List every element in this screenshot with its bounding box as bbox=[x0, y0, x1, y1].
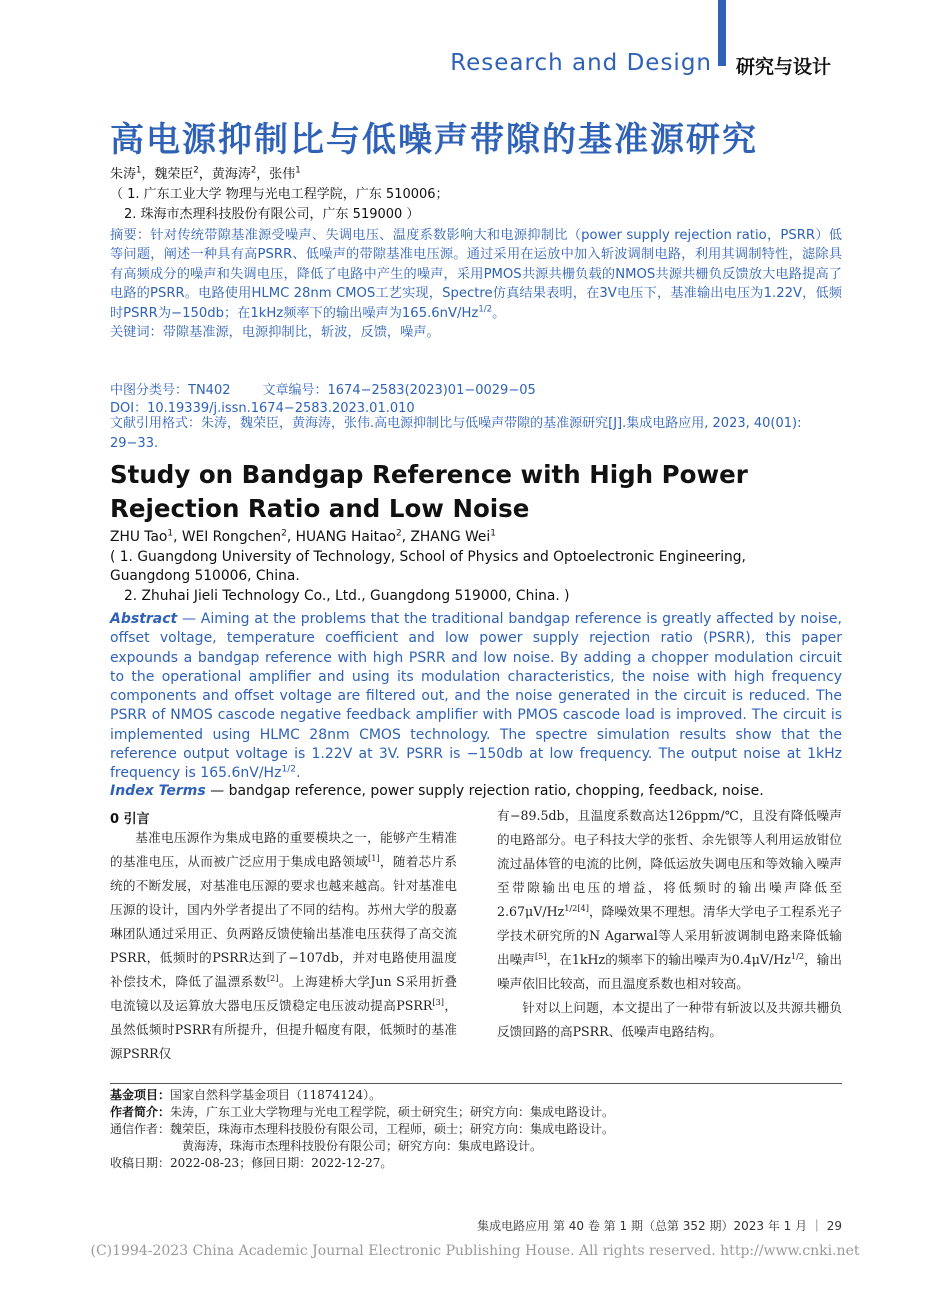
author-name: 张伟 bbox=[269, 167, 296, 182]
section-label-cn: 研究与设计 bbox=[736, 56, 832, 78]
unit-exponent: 1/2 bbox=[790, 950, 805, 961]
footnote-corr-2: 黄海涛，珠海市杰理科技股份有限公司；研究方向：集成电路设计。 bbox=[182, 1139, 543, 1153]
footnote-fund bbox=[110, 1087, 381, 1104]
abstract-en-sup: 1/2 bbox=[281, 764, 297, 775]
text-run: ，输出噪声依旧比较高，而且温度系数也相对较高。 bbox=[497, 952, 843, 991]
author-affil-mark: 1 bbox=[167, 528, 174, 539]
body-column-left bbox=[110, 826, 457, 1066]
text-run: ，随着芯片系统的不断发展，对基准电压源的要求也越来越高。针对基准电压源的设计，国内外学者提出了不同的结构。苏州大学的殷嘉琳团队通过采用正、负两路反馈使输出基准电压获得了高交流PSRR，低频时的PSRR达到了−107db，并对电路使用温度补偿技术，降低了温漂系数 bbox=[110, 854, 458, 989]
author-sep: ， bbox=[256, 167, 270, 182]
page-title-cn: 高电源抑制比与低噪声带隙的基准源研究 bbox=[110, 120, 758, 160]
abstract-cn-sup: 1/2 bbox=[478, 304, 493, 315]
abstract-en bbox=[110, 610, 842, 784]
footnote-divider bbox=[110, 1083, 842, 1084]
footnote-corr bbox=[110, 1121, 614, 1138]
citation-ref[interactable]: [2] bbox=[266, 972, 279, 983]
header-accent-bar bbox=[718, 0, 726, 66]
footnote-dates: 收稿日期：2022-08-23；修回日期：2022-12-27。 bbox=[110, 1156, 393, 1170]
footnote-text: 朱涛，广东工业大学物理与光电工程学院，硕士研究生；研究方向：集成电路设计。 bbox=[170, 1105, 615, 1119]
section-label-en: Research and Design bbox=[450, 50, 712, 76]
affiliation-en-1: ( 1. Guangdong University of Technology, School of Physics and Optoelectronic Engineering, bbox=[110, 549, 746, 565]
author-affil-mark: 2 bbox=[193, 164, 199, 175]
author-name: 朱涛 bbox=[110, 167, 137, 182]
author-affil-mark: 1 bbox=[136, 164, 142, 175]
author-affil-mark: 2 bbox=[281, 528, 287, 539]
section-heading-intro: 0 引言 bbox=[110, 812, 150, 827]
text-run: ，在1kHz的频率下的输出噪声为0.4μV/Hz bbox=[546, 952, 791, 967]
authors-cn bbox=[110, 163, 301, 182]
copyright-notice: (C)1994-2023 China Academic Journal Electronic Publishing House. All rights reserved. http://www.cnki.net bbox=[90, 1243, 860, 1259]
author-sep: ， bbox=[198, 167, 212, 182]
abstract-en-text: Aiming at the problems that the traditional bandgap reference is greatly affected by noise, offset voltage, temperature coefficient and low power supply rejection ratio (PSRR), this paper expounds a bandgap reference with high PSRR and low noise. By adding a chopper modulation circuit to the operational amplifier and using its modulation characteristics, the noise with high frequency components and offset voltage are filtered out, and the noise generated in the circuit is reduced. The PSRR of NMOS cascode negative feedback amplifier with PMOS cascode load is improved. The circuit is implemented using HLMC 28nm CMOS technology. The spectre simulation results show that the reference output voltage is 1.22V at 3V. PSRR is −150db at low frequency. The output noise at 1kHz frequency is 165.6nV/Hz bbox=[110, 611, 842, 782]
author-sep: , bbox=[401, 529, 411, 545]
abstract-en-end: . bbox=[296, 765, 301, 782]
citation-ref[interactable]: [3] bbox=[432, 996, 444, 1007]
paragraph bbox=[497, 804, 842, 996]
author-affil-mark: 1 bbox=[490, 528, 496, 539]
author-affil-mark: 1 bbox=[295, 164, 301, 175]
footnote-label: 基金项目： bbox=[110, 1088, 171, 1102]
clc-label: 中图分类号： bbox=[110, 383, 189, 398]
affiliation-en-1b: Guangdong 510006, China. bbox=[110, 568, 300, 584]
author-sep: , bbox=[286, 529, 296, 545]
abstract-cn-end: 。 bbox=[492, 305, 506, 321]
citation-ref[interactable]: [1] bbox=[368, 852, 380, 863]
author-name: ZHU Tao bbox=[110, 529, 168, 545]
keywords-cn-label: 关键词： bbox=[110, 325, 163, 341]
affiliation-cn-2: 2. 珠海市杰理科技股份有限公司，广东 519000 ） bbox=[124, 207, 420, 222]
text-run: ，虽然低频时PSRR有所提升，但提升幅度有限，低频时的基准源PSRR仅 bbox=[110, 998, 457, 1061]
citation bbox=[110, 414, 842, 453]
text-run: 有−89.5db，且温度系数高达126ppm/℃，且没有降低噪声的电路部分。电子科技大学的张哲、余先银等人利用运放钳位流过晶体管的电流的比例，降低运放失调电压和等效输入噪声至带隙输出电压的增益，将低频时的输出噪声降低至2.67μV/Hz bbox=[497, 808, 842, 919]
citation-label: 文献引用格式： bbox=[110, 416, 202, 431]
footnote-text: 魏荣臣，珠海市杰理科技股份有限公司，工程师，硕士；研究方向：集成电路设计。 bbox=[170, 1122, 615, 1136]
abstract-en-dash: — bbox=[177, 611, 201, 627]
author-affil-mark: 2 bbox=[395, 528, 402, 539]
affiliation-cn-1: （ 1. 广东工业大学 物理与光电工程学院，广东 510006； bbox=[110, 187, 449, 202]
author-name: 魏荣臣 bbox=[154, 167, 194, 182]
abstract-cn-text: 针对传统带隙基准源受噪声、失调电压、温度系数影响大和电源抑制比（power supply rejection ratio，PSRR）低等问题，阐述一种具有高PSRR、低噪声的带隙基准电压源。通过采用在运放中加入斩波调制电路，利用其调制特性，滤除具有高频成分的噪声和失调电压，降低了电路中产生的噪声，采用PMOS共源共栅负载的NMOS共源共栅负反馈放大电路提高了电路的PSRR。电路使用HLMC 28nm CMOS工艺实现，Spectre仿真结果表明，在3V电压下，基准输出电压为1.22V，低频时PSRR为−150db；在1kHz频率下的输出噪声为165.6nV/Hz bbox=[110, 228, 842, 321]
paragraph: 针对以上问题，本文提出了一种带有斩波以及共源共栅负反馈回路的高PSRR、低噪声电路结构。 bbox=[497, 1000, 842, 1039]
text-run: ，降噪效果不理想。清华大学电子工程系光子学技术研究所的N Agarwal等人采用斩波调制电路来降低输出噪声 bbox=[497, 904, 842, 967]
index-terms-text: bandgap reference, power supply rejection ratio, chopping, feedback, noise. bbox=[228, 783, 764, 799]
citation-ref[interactable]: [5] bbox=[534, 950, 547, 961]
journal-footer: 集成电路应用 第 40 卷 第 1 期（总第 352 期）2023 年 1 月 ｜ 29 bbox=[477, 1219, 842, 1233]
author-sep: , bbox=[173, 529, 182, 545]
keywords-cn-text: 带隙基准源，电源抑制比，斩波，反馈，噪声。 bbox=[162, 325, 440, 341]
author-affil-mark: 2 bbox=[250, 164, 257, 175]
paragraph bbox=[110, 826, 457, 1066]
author-name: WEI Rongchen bbox=[181, 529, 282, 545]
text-run: 基准电压源作为集成电路的重要模块之一，能够产生精准的基准电压，从而被广泛应用于集成电路领域 bbox=[110, 830, 457, 869]
text-run: 。上海建桥大学Jun S采用折叠电流镜以及运算放大器电压反馈稳定电压波动提高PSRR bbox=[110, 974, 458, 1013]
author-sep: ， bbox=[141, 167, 155, 182]
footnote-text: 国家自然科学基金项目（11874124）。 bbox=[170, 1088, 382, 1102]
page-title-en: Study on Bandgap Reference with High Power Rejection Ratio and Low Noise bbox=[110, 460, 748, 523]
author-name: ZHANG Wei bbox=[410, 529, 491, 545]
doi-value[interactable]: 10.19339/j.issn.1674−2583.2023.01.010 bbox=[147, 401, 415, 416]
index-terms-label: Index Terms bbox=[110, 783, 206, 799]
citation-ref[interactable]: 1/2[4] bbox=[564, 902, 589, 913]
abstract-cn-label: 摘要： bbox=[110, 228, 151, 243]
index-terms-dash: — bbox=[205, 783, 229, 799]
article-label: 文章编号： bbox=[262, 383, 328, 398]
author-name: 黄海涛 bbox=[211, 167, 251, 182]
footnote-bio bbox=[110, 1104, 614, 1121]
authors-en bbox=[110, 529, 496, 545]
citation-text: 朱涛，魏荣臣，黄海涛，张伟.高电源抑制比与低噪声带隙的基准源研究[J].集成电路应用, 2023, 40(01): 29−33. bbox=[110, 416, 802, 451]
abstract-cn bbox=[110, 226, 842, 342]
body-column-right bbox=[497, 804, 842, 1044]
affiliation-en-2: 2. Zhuhai Jieli Technology Co., Ltd., Guangdong 519000, China. ) bbox=[124, 588, 570, 604]
footnote-label: 通信作者： bbox=[110, 1122, 171, 1136]
index-terms bbox=[110, 783, 764, 799]
clc-value: TN402 bbox=[188, 383, 231, 398]
article-value: 1674−2583(2023)01−0029−05 bbox=[327, 383, 536, 398]
footnote-label: 作者简介： bbox=[110, 1105, 171, 1119]
author-name: HUANG Haitao bbox=[295, 529, 396, 545]
abstract-en-label: Abstract bbox=[110, 611, 178, 627]
classification-line bbox=[110, 379, 536, 398]
doi-label: DOI： bbox=[110, 401, 148, 416]
